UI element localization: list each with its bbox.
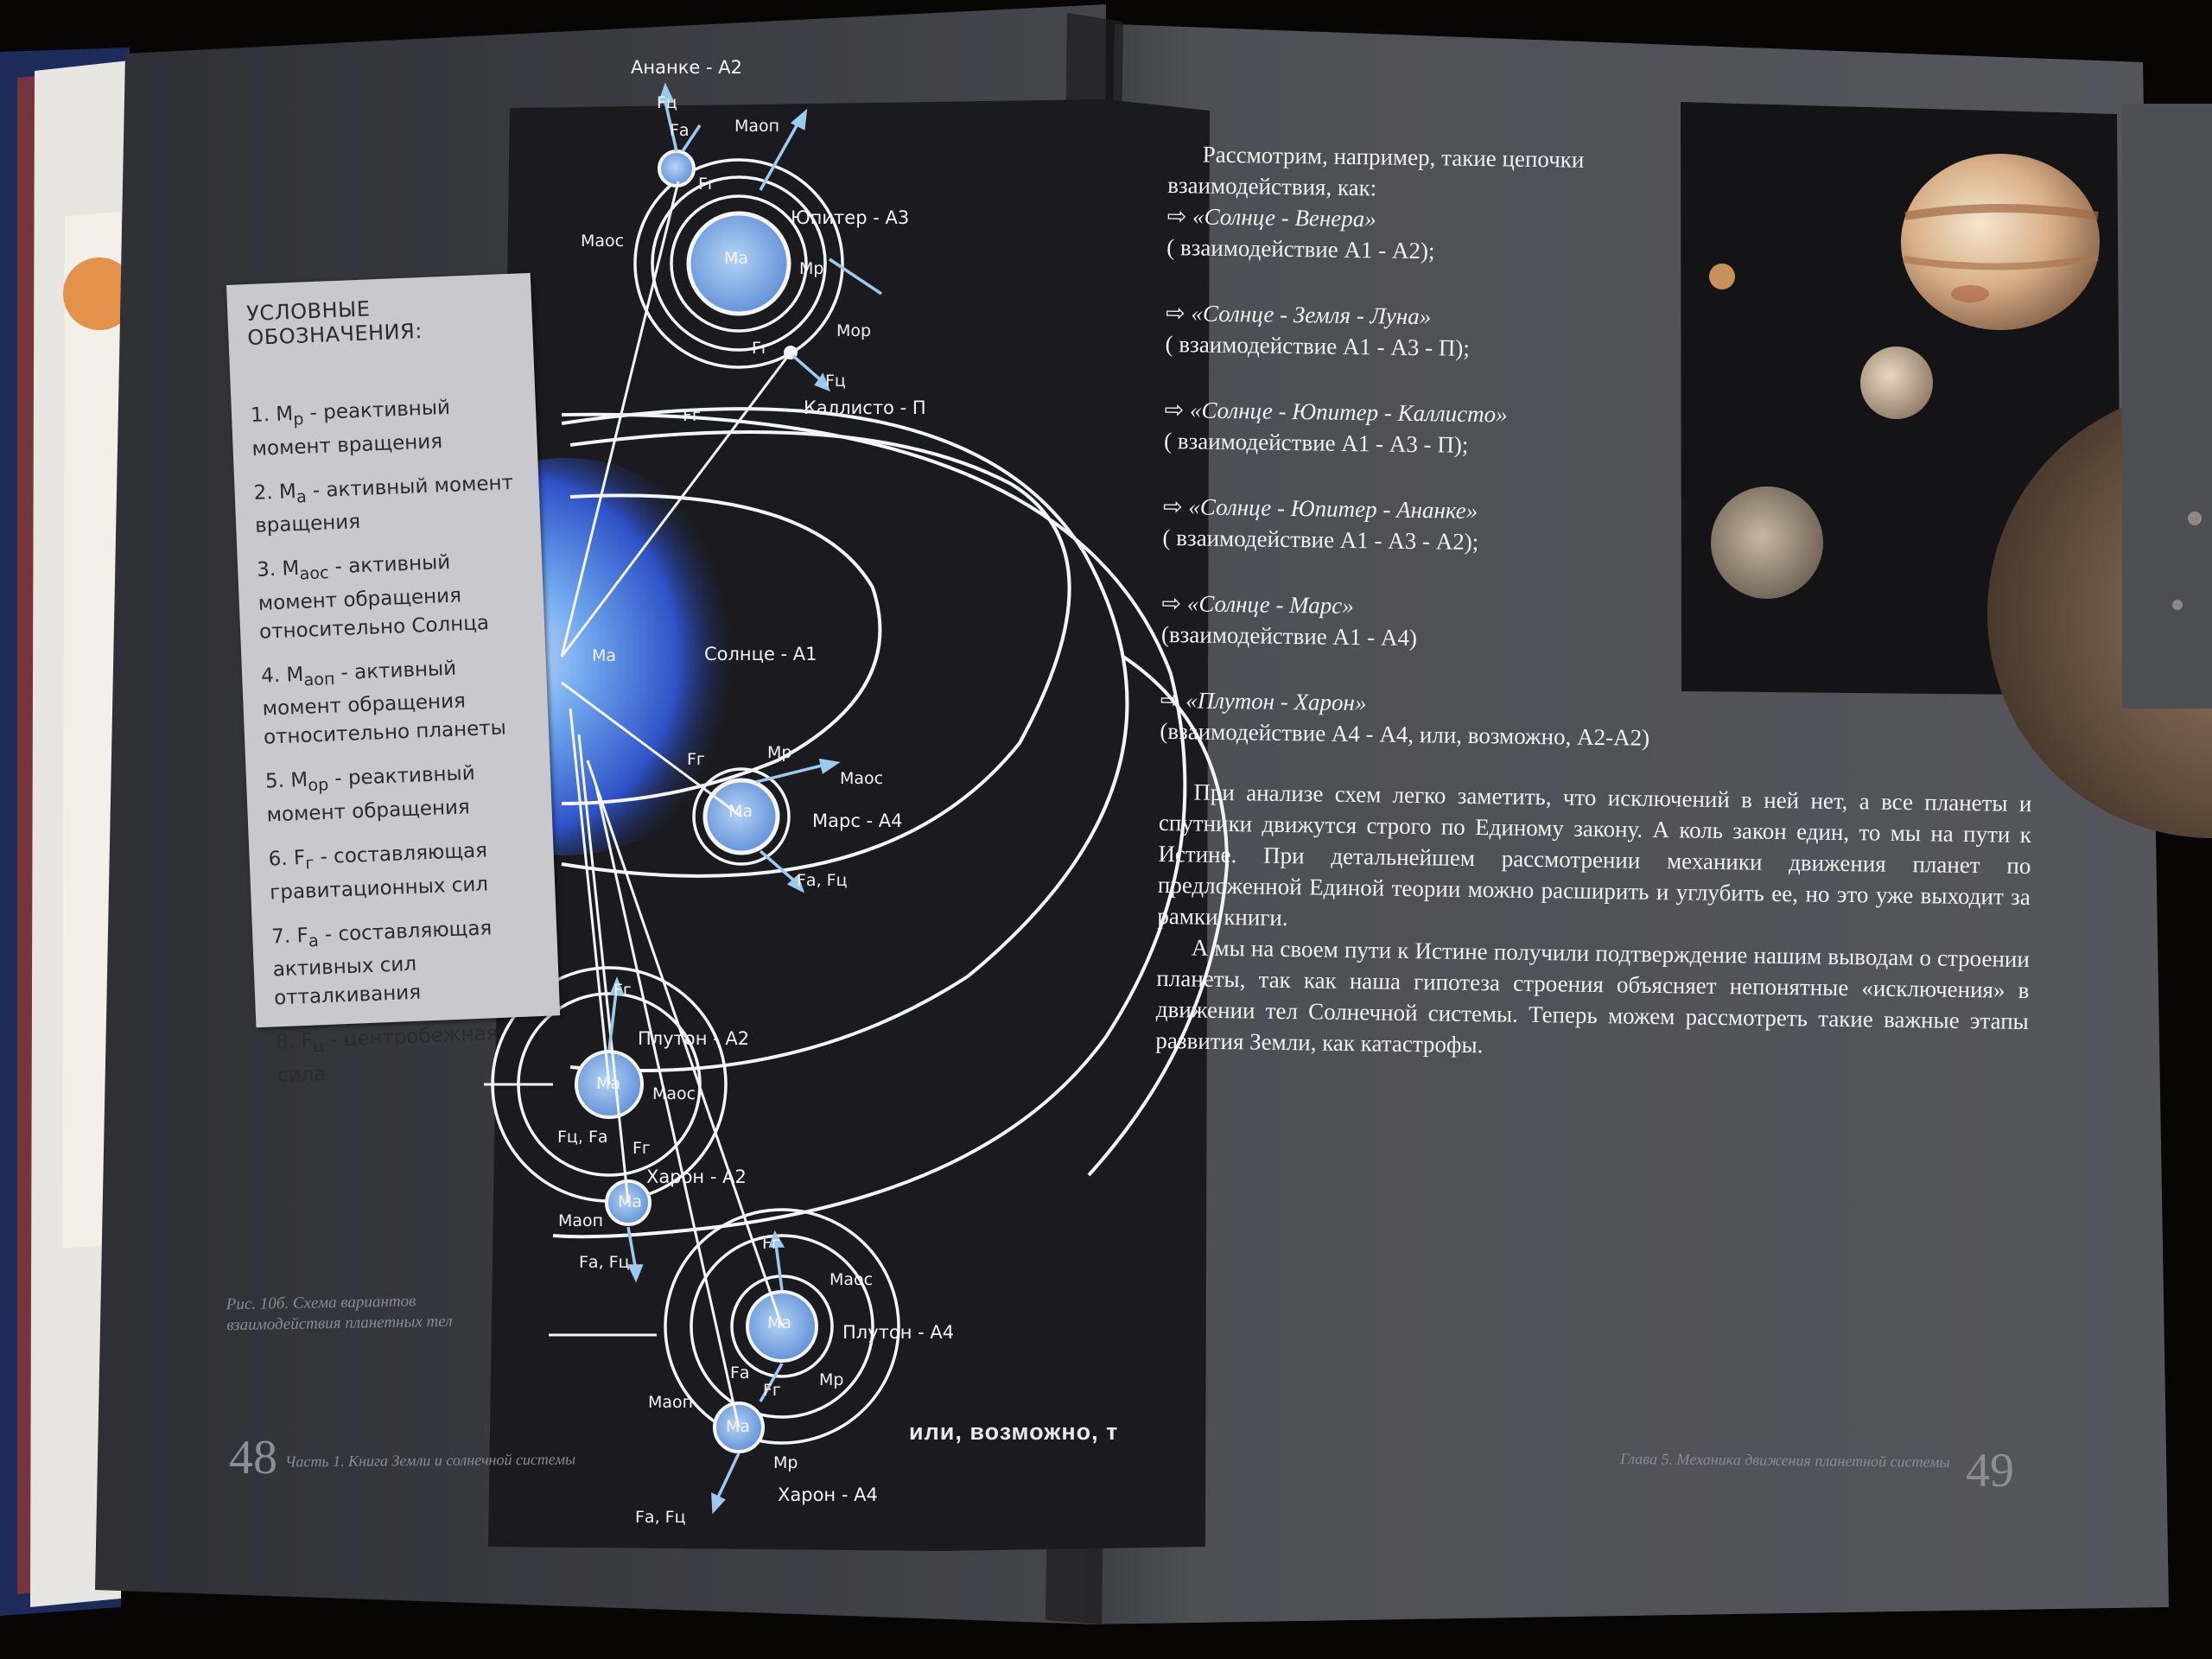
label-maop: Mаоп xyxy=(734,117,780,136)
right-page-text xyxy=(1155,138,2041,1068)
label-sun: Солнце - А1 xyxy=(704,644,817,664)
legend-item: 2. $M_а$ - активный момент вращения xyxy=(253,471,514,538)
label-fc-fa: Fц, Fа xyxy=(557,1128,608,1147)
label-maos: Mаос xyxy=(840,769,884,788)
chain-detail: ( взаимодействие А1 - А3 - П); xyxy=(1165,330,1471,361)
overflow-text: или, возможно, т xyxy=(909,1419,1119,1445)
paragraph: При анализе схем легко заметить, что исключений в ней нет, а все планеты и спутники движутся строго по Единому закону. А коль закон един, то мы на пути к Истине. При детальнейшем рассмотрении механики движения планет по предложенной Единой теории можно расширить и углубить ее, но это уже выходит за рамки книги. xyxy=(1157,779,2032,931)
label-fg: Fг xyxy=(613,981,632,1000)
arrow-icon: ⇨ xyxy=(1165,299,1192,327)
arrow-icon: ⇨ xyxy=(1160,686,1186,714)
label-callisto: Каллисто - П xyxy=(804,397,926,418)
chain-item: ⇨ «Солнце - Марс» xyxy=(1161,589,1354,620)
label-ma: Mа xyxy=(724,249,749,268)
legend-item: 5. $M_{ор}$ - реактивный момент обращения xyxy=(264,762,476,827)
running-head-right: Глава 5. Механика движения планетной системы xyxy=(1619,1450,1950,1471)
chain-detail: ( взаимодействие А1 - А2); xyxy=(1166,233,1435,264)
label-ma: Mа xyxy=(592,646,617,665)
label-pluto-a4: Плутон - А4 xyxy=(842,1322,955,1343)
label-charon-a4: Харон - А4 xyxy=(778,1484,878,1505)
intro-text: Рассмотрим, например, такие цепочки взаимодействия, как: xyxy=(1167,141,1585,201)
label-ma: Mа xyxy=(596,1074,621,1093)
legend-title: УСЛОВНЫЕ ОБОЗНАЧЕНИЯ: xyxy=(245,296,423,351)
chain-item: ⇨ «Солнце - Юпитер - Каллисто» xyxy=(1164,396,1508,428)
label-fc: Fц xyxy=(657,93,677,112)
legend-box xyxy=(226,273,560,1088)
chain-item: ⇨ «Солнце - Земля - Луна» xyxy=(1165,299,1432,330)
chain-item: ⇨ «Плутон - Харон» xyxy=(1160,686,1367,716)
label-ma: Mа xyxy=(618,1192,643,1211)
label-fg: Fг xyxy=(763,1381,781,1400)
label-fa-fc: Fа, Fц xyxy=(579,1253,630,1272)
label-ananke: Ананке - А2 xyxy=(631,57,742,78)
label-fg: Fг xyxy=(632,1139,651,1158)
label-fa: Fа xyxy=(730,1363,750,1382)
chain-detail: ( взаимодействие А1 - А3 - А2); xyxy=(1162,524,1479,556)
label-mp: Mр xyxy=(773,1453,798,1472)
running-head-left: Часть 1. Книга Земли и солнечной системы xyxy=(284,1450,576,1471)
label-fg: Fг xyxy=(752,339,770,358)
label-fa-fc: Fа, Fц xyxy=(797,871,848,890)
label-fg: Fг xyxy=(762,1234,780,1253)
label-fa-fc: Fа, Fц xyxy=(635,1508,686,1527)
label-mp: Mр xyxy=(799,259,824,278)
label-jupiter: Юпитер - А3 xyxy=(791,207,910,228)
label-mp: Mр xyxy=(819,1370,844,1389)
label-fc: Fц xyxy=(825,372,846,391)
label-ma: Mа xyxy=(728,802,753,821)
label-maos: Mаос xyxy=(652,1084,696,1103)
arrow-icon: ⇨ xyxy=(1162,493,1189,520)
chain-item: ⇨ «Солнце - Юпитер - Ананке» xyxy=(1162,493,1478,524)
figure-caption: Рис. 10б. Схема вариантов взаимодействия планетных тел xyxy=(226,1292,453,1335)
label-maos: Mаос xyxy=(830,1270,874,1289)
paragraph: А мы на своем пути к Истине получили подтверждение нашим выводам о строении планеты, так как наша гипотеза строения объясняет непонятные «исключения» в движении тел Солнечной системы. Теперь можем рассмотреть такие важные этапы развития Земли, как катастрофы. xyxy=(1155,934,2031,1058)
page-number-right: 49 xyxy=(1966,1444,2014,1497)
legend-item: 6. $F_г$ - составляющая гравитационных сил xyxy=(268,839,489,905)
label-mars: Марс - А4 xyxy=(812,810,903,831)
legend-item: 3. $M_{аос}$ - активный момент обращения относительно Солнца xyxy=(256,551,490,644)
label-ma: Mа xyxy=(726,1417,751,1436)
label-fg: Fг xyxy=(698,175,716,194)
legend-item: 7. $F_а$ - составляющая активных сил отталкивания xyxy=(270,916,493,1010)
legend-item: 4. $M_{аоп}$ - активный момент обращения относительно планеты xyxy=(260,657,507,750)
chain-detail: (взаимодействие А4 - А4, или, возможно, А2-А2) xyxy=(1160,717,1650,751)
label-fa: Fа xyxy=(670,121,690,140)
chain-detail: (взаимодействие А1 - А4) xyxy=(1160,620,1418,652)
label-ma: Mа xyxy=(767,1313,792,1332)
label-fg: Fг xyxy=(683,406,701,425)
arrow-icon: ⇨ xyxy=(1164,396,1191,423)
legend-item: 8. $F_ц$ - центробежная сила xyxy=(275,1022,499,1088)
label-maop: Mаоп xyxy=(558,1211,604,1230)
arrow-icon: ⇨ xyxy=(1161,589,1188,617)
arrow-icon: ⇨ xyxy=(1166,202,1193,230)
page-number-left: 48 xyxy=(229,1431,277,1484)
label-maos: Mаос xyxy=(581,232,625,251)
label-mp: Mр xyxy=(767,743,792,762)
legend-item: 1. $M_р$ - реактивный момент вращения xyxy=(250,396,451,461)
label-maop: Mаоп xyxy=(648,1393,694,1412)
label-fg: Fг xyxy=(687,750,705,769)
label-charon-a2: Харон - А2 xyxy=(646,1166,747,1187)
label-mor: Mор xyxy=(836,321,872,340)
chain-detail: ( взаимодействие А1 - А3 - П); xyxy=(1163,427,1469,458)
chain-item: ⇨ «Солнце - Венера» xyxy=(1166,202,1377,232)
label-pluto-a2: Плутон - А2 xyxy=(638,1028,750,1049)
